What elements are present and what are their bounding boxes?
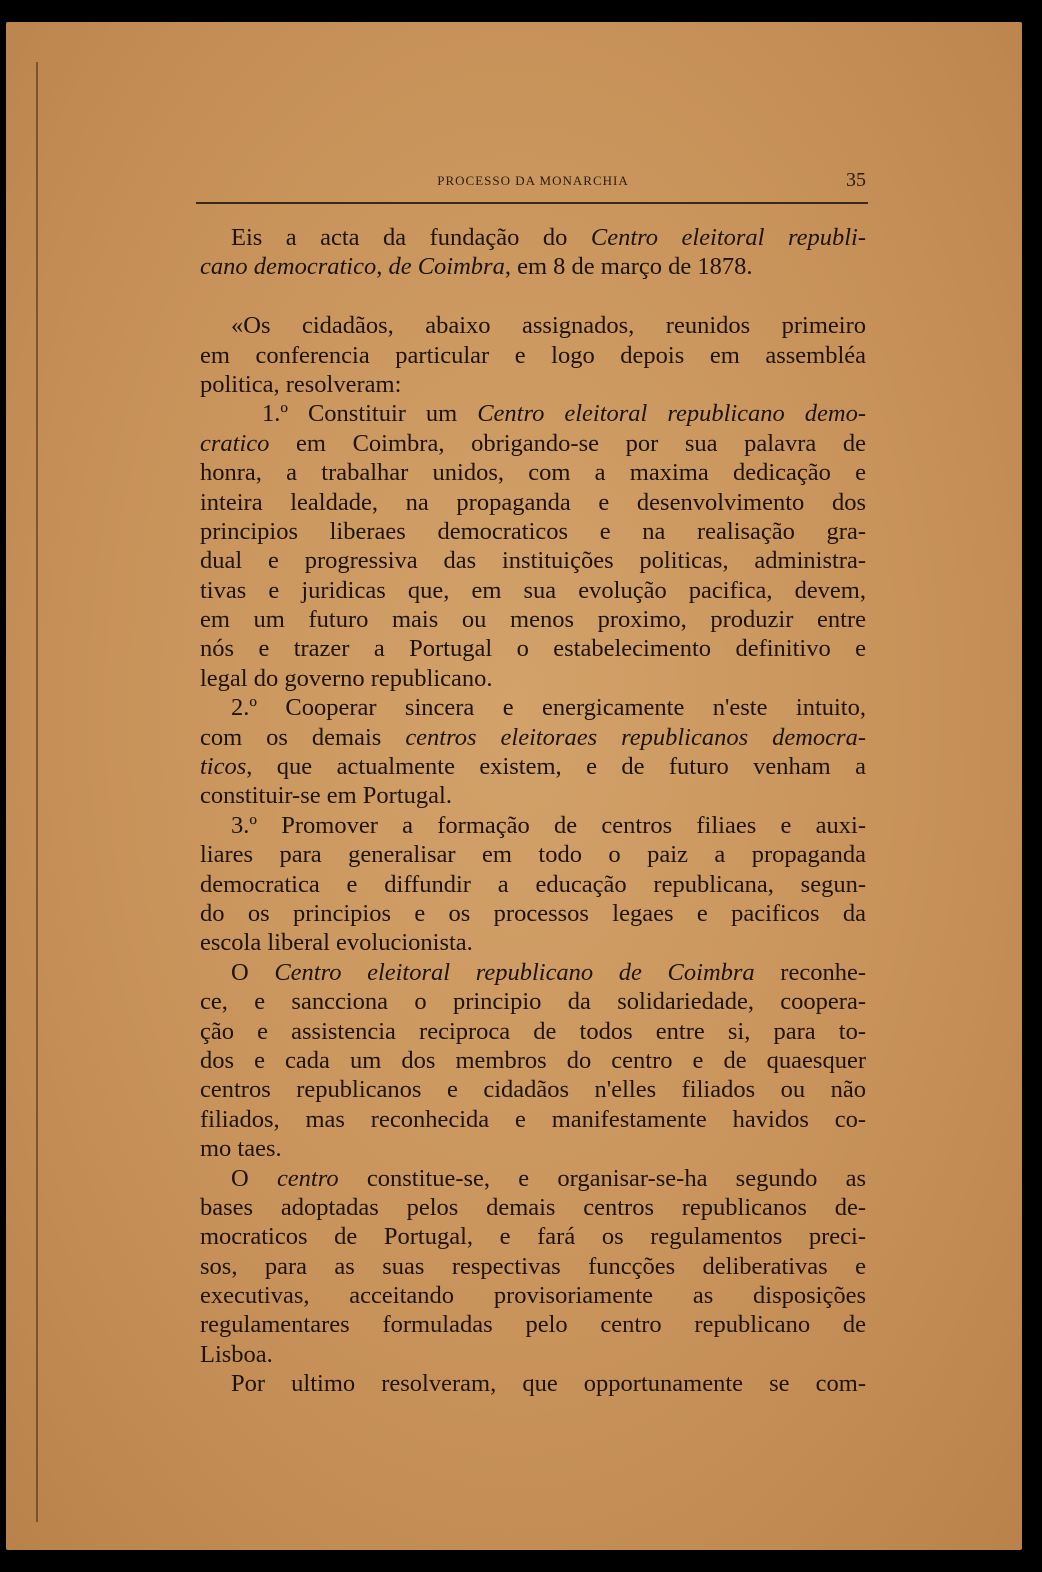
- text-line: [200, 723, 866, 752]
- text-segment: nós e trazer a Portugal o estabelecimento definitivo e: [200, 635, 866, 663]
- text-segment: Por ultimo resolveram, que opportunamente se com-: [231, 1370, 866, 1398]
- text-segment: ,: [376, 253, 389, 281]
- text-line: [200, 370, 866, 399]
- text-segment: 3.º Promover a formação de centros filiaes e auxi-: [231, 811, 866, 839]
- text-line: [200, 546, 866, 575]
- text-line: [200, 840, 866, 869]
- text-segment: , que actualmente existem, e de futuro venham a: [246, 753, 866, 781]
- text-line: [200, 870, 866, 899]
- text-segment: mocraticos de Portugal, e fará os regulamentos preci-: [200, 1223, 866, 1251]
- text-segment: «Os cidadãos, abaixo assignados, reunidos primeiro: [231, 312, 866, 340]
- text-line: [200, 1164, 866, 1193]
- text-segment: executivas, acceitando provisoriamente as disposições: [200, 1282, 866, 1310]
- book-page: [6, 22, 1022, 1550]
- text-line: [200, 752, 866, 781]
- text-line: [200, 811, 866, 840]
- text-segment: 1.º Constituir um: [262, 400, 478, 428]
- text-line: [200, 311, 866, 340]
- text-segment: escola liberal evolucionista.: [200, 929, 473, 957]
- text-line: [200, 1046, 866, 1075]
- running-head: PROCESSO DA MONARCHIA: [437, 173, 629, 188]
- text-segment: liares para generalisar em todo o paiz a propaganda: [200, 841, 866, 869]
- text-segment: 2.º Cooperar sincera e energicamente n'este intuito,: [231, 694, 866, 722]
- text-line: [200, 781, 866, 810]
- text-line: [200, 1134, 866, 1163]
- italic-text: de Coimbra: [388, 253, 505, 281]
- text-segment: reconhe-: [754, 958, 866, 986]
- italic-text: ticos: [200, 753, 247, 781]
- italic-text: Centro eleitoral republi-: [590, 224, 866, 251]
- text-segment: filiados, mas reconhecida e manifestamente havidos co-: [200, 1105, 866, 1133]
- text-segment: O: [231, 958, 275, 986]
- text-segment: O: [231, 1164, 277, 1192]
- text-segment: bases adoptadas pelos demais centros republicanos de-: [200, 1193, 866, 1221]
- italic-text: cratico: [200, 429, 270, 457]
- page-header: [200, 169, 866, 199]
- text-segment: sos, para as suas respectivas funcções deliberativas e: [200, 1252, 866, 1280]
- text-line: [200, 928, 866, 957]
- text-line: [200, 899, 866, 928]
- text-line: [200, 458, 866, 487]
- text-line: [200, 1281, 866, 1310]
- text-line: [200, 1105, 866, 1134]
- text-segment: inteira lealdade, na propaganda e desenvolvimento dos: [200, 488, 866, 516]
- text-segment: democratica e diffundir a educação republicana, segun-: [200, 870, 866, 898]
- text-line: [200, 576, 866, 605]
- text-line: [200, 252, 866, 281]
- text-segment: com os demais: [200, 723, 406, 751]
- text-line: [200, 429, 866, 458]
- spine-edge: [36, 62, 38, 1522]
- text-segment: Lisboa.: [200, 1340, 273, 1368]
- text-segment: honra, a trabalhar unidos, com a maxima dedicação e: [200, 459, 866, 487]
- text-line: [200, 664, 866, 693]
- text-line: [200, 223, 866, 252]
- text-segment: constituir-se em Portugal.: [200, 782, 452, 810]
- text-segment: do os principios e os processos legaes e pacificos da: [200, 899, 866, 927]
- text-segment: legal do governo republicano.: [200, 664, 493, 692]
- text-segment: dual e progressiva das instituições politicas, administra-: [200, 547, 866, 575]
- text-line: [200, 1017, 866, 1046]
- text-line: [200, 958, 866, 987]
- blank-line: [200, 282, 866, 311]
- text-line: [200, 605, 866, 634]
- text-segment: em conferencia particular e logo depois em assembléa: [200, 341, 866, 369]
- text-segment: centros republicanos e cidadãos n'elles filiados ou não: [200, 1076, 866, 1104]
- text-line: [200, 1340, 866, 1369]
- text-line: [200, 1222, 866, 1251]
- text-segment: em Coimbra, obrigando-se por sua palavra de: [269, 429, 866, 457]
- text-segment: regulamentares formuladas pelo centro republicano de: [200, 1311, 866, 1339]
- text-segment: constitue-se, e organisar-se-ha segundo as: [338, 1164, 866, 1192]
- text-line: [200, 1310, 866, 1339]
- text-segment: dos e cada um dos membros do centro e de quaesquer: [200, 1046, 866, 1074]
- text-line: [200, 634, 866, 663]
- text-line: [200, 341, 866, 370]
- italic-text: centros eleitoraes republicanos democra-: [405, 723, 866, 751]
- text-segment: ce, e sancciona o principio da solidariedade, coopera-: [200, 988, 866, 1016]
- text-segment: , em 8 de março de 1878.: [504, 253, 753, 281]
- body-text: [200, 223, 866, 1399]
- text-segment: principios liberaes democraticos e na realisação gra-: [200, 517, 866, 545]
- italic-text: cano democratico: [200, 253, 377, 281]
- italic-text: Centro eleitoral republicano de Coimbra: [274, 958, 755, 986]
- text-line: [200, 1252, 866, 1281]
- text-segment: em um futuro mais ou menos proximo, produzir entre: [200, 606, 866, 634]
- text-segment: Eis a acta da fundação do: [231, 224, 591, 251]
- text-segment: politica, resolveram:: [200, 370, 402, 398]
- text-line: [200, 1075, 866, 1104]
- text-line: [200, 693, 866, 722]
- italic-text: centro: [276, 1164, 339, 1192]
- text-line: [200, 488, 866, 517]
- text-line: [200, 1369, 866, 1398]
- header-rule: [196, 202, 868, 204]
- text-segment: ção e assistencia reciproca de todos entre si, para to-: [200, 1017, 866, 1045]
- text-line: [200, 517, 866, 546]
- text-line: [200, 399, 866, 428]
- text-line: [200, 987, 866, 1016]
- text-segment: tivas e juridicas que, em sua evolução pacifica, devem,: [200, 576, 866, 604]
- text-segment: mo taes.: [200, 1135, 282, 1163]
- text-line: [200, 1193, 866, 1222]
- page-number: 35: [846, 169, 866, 191]
- italic-text: Centro eleitoral republicano demo-: [477, 400, 866, 428]
